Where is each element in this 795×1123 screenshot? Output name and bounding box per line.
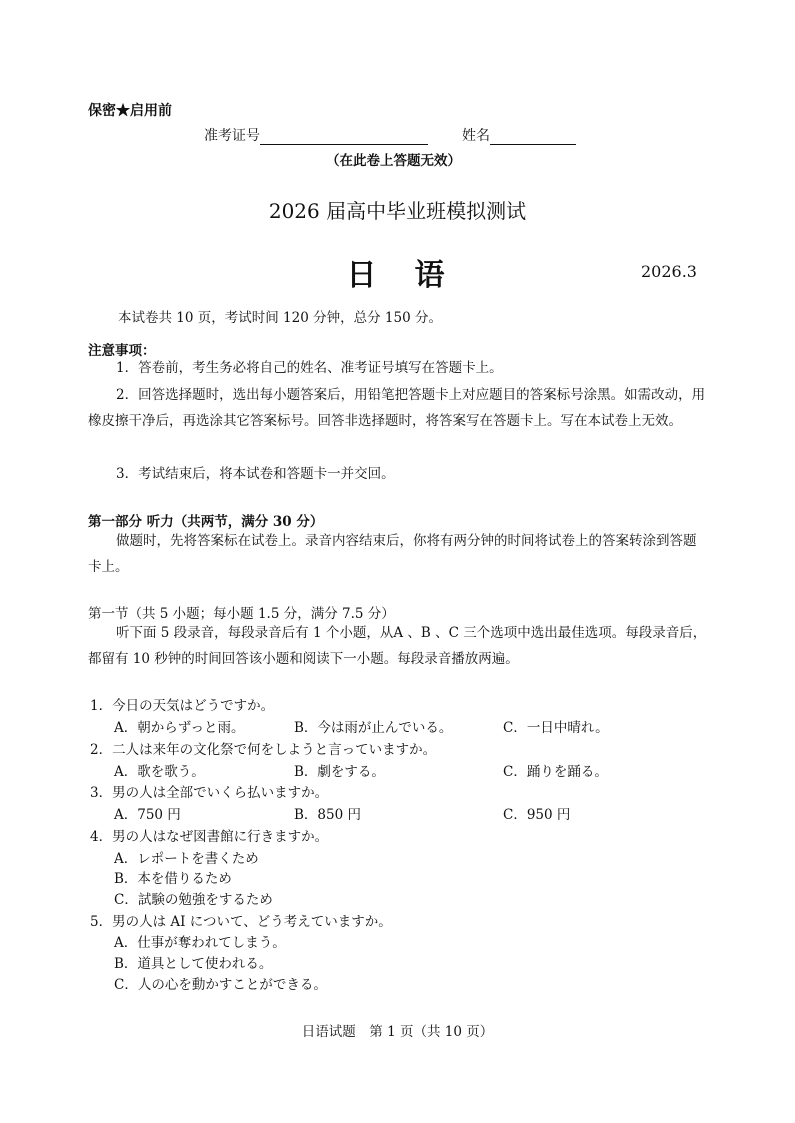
question-4: 4．男の人はなぜ図書館に行きますか。 (90, 829, 329, 845)
subject-title: 日 语 (346, 258, 449, 293)
question-3-option-b[interactable]: B．850 円 (294, 807, 361, 823)
question-3: 3．男の人は全部でいくら払いますか。 (90, 785, 329, 801)
exam-date: 2026.3 (641, 262, 697, 281)
note-item-2: 2．回答选择题时，选出每小题答案后，用铅笔把答题卡上对应题目的答案标号涂黑。如需改动，用橡皮擦干净后，再选涂其它答案标号。回答非选择题时，将答案写在答题卡上。写在本试卷上无效。 (88, 387, 706, 429)
exam-title: 2026 届高中毕业班模拟测试 (268, 199, 527, 223)
part1-instructions: 做题时，先将答案标在试卷上。录音内容结束后，你将有两分钟的时间将试卷上的答案转涂到答题卡上。 (88, 533, 697, 575)
confidential-mark: 保密★启用前 (88, 103, 172, 119)
question-2-option-c[interactable]: C．踊りを踊る。 (503, 764, 608, 780)
section1-heading: 第一节（共 5 小题；每小题 1.5 分，满分 7.5 分） (88, 606, 395, 622)
page-footer: 日语试题 第 1 页（共 10 页） (301, 1024, 494, 1040)
note-item-3: 3．考试结束后，将本试卷和答题卡一并交回。 (116, 466, 395, 482)
question-1-option-a[interactable]: A．朝からずっと雨。 (114, 720, 245, 736)
notes-heading: 注意事项： (88, 343, 156, 359)
exam-id-label: 准考证号 (204, 128, 260, 144)
note-item-1: 1．答卷前，考生务必将自己的姓名、准考证号填写在答题卡上。 (116, 360, 503, 376)
question-2: 2．二人は来年の文化祭で何をしようと言っていますか。 (90, 742, 437, 758)
intro-text: 本试卷共 10 页，考试时间 120 分钟，总分 150 分。 (118, 310, 442, 326)
section1-instructions: 听下面 5 段录音，每段录音后有 1 个小题，从A 、B 、C 三个选项中选出最佳选项。每段录音后，都留有 10 秒钟的时间回答该小题和阅读下一小题。每段录音播放两遍。 (88, 625, 707, 667)
question-5-option-b[interactable]: B．道具として使われる。 (114, 956, 273, 972)
question-5: 5．男の人は AI について、どう考えていますか。 (90, 914, 392, 930)
part1-heading: 第一部分 听力（共两节，满分 30 分） (88, 514, 324, 530)
exam-id-blank[interactable] (260, 130, 428, 145)
question-3-option-a[interactable]: A．750 円 (114, 807, 181, 823)
exam-id-row (204, 125, 428, 145)
question-4-option-c[interactable]: C．試験の勉強をするため (114, 892, 273, 908)
question-2-option-b[interactable]: B．劇をする。 (294, 764, 385, 780)
question-5-option-a[interactable]: A．仕事が奪われてしまう。 (114, 935, 286, 951)
invalid-note: （在此卷上答题无效） (326, 153, 461, 169)
question-4-option-a[interactable]: A．レポートを書くため (114, 851, 259, 867)
question-3-option-c[interactable]: C．950 円 (503, 807, 571, 823)
question-5-option-c[interactable]: C．人の心を動かすことができる。 (114, 977, 327, 993)
name-row (462, 125, 576, 145)
name-blank[interactable] (490, 130, 576, 145)
question-1: 1．今日の天気はどうですか。 (90, 698, 275, 714)
question-4-option-b[interactable]: B．本を借りるため (114, 871, 232, 887)
question-1-option-b[interactable]: B．今は雨が止んでいる。 (294, 720, 453, 736)
question-1-option-c[interactable]: C．一日中晴れ。 (503, 720, 609, 736)
name-label: 姓名 (462, 128, 490, 144)
question-2-option-a[interactable]: A．歌を歌う。 (114, 764, 205, 780)
